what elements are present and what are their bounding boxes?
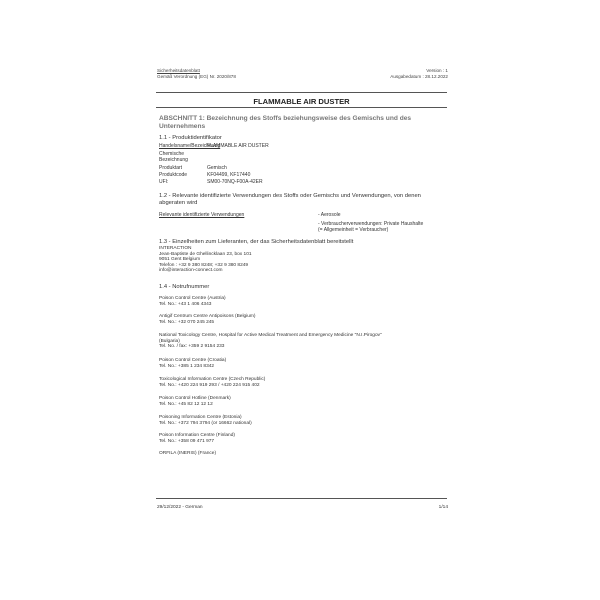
header-version: Version : 1 [426, 68, 448, 73]
divider-title [156, 107, 447, 108]
centre-phone: Tel. No.: +358 09 471 977 [159, 438, 215, 444]
centre-phone: Tel. No.: +43 1 406 4343 [159, 301, 212, 307]
centre-country: (Bulgaria) [159, 338, 180, 344]
header-doc-type: Sicherheitsdatenblatt [157, 68, 200, 73]
trade-name-label: Handelsname/Bezeichnung [159, 143, 221, 149]
subsection-1-1-heading: 1.1 - Produktidentifikator [159, 135, 222, 141]
emergency-centre-austria [159, 296, 226, 307]
chemical-name-label: Chemische Bezeichnung [159, 151, 188, 163]
emergency-centre-czech [159, 377, 265, 388]
header-issue-date: Ausgabedatum : 28.12.2022 [390, 73, 448, 79]
trade-name-value: FLAMMABLE AIR DUSTER [207, 143, 269, 149]
emergency-centre-bulgaria [159, 333, 382, 350]
emergency-centre-croatia [159, 358, 226, 369]
supplier-name: INTERACTION [159, 246, 192, 251]
emergency-centre-belgium [159, 314, 256, 325]
product-code-value: KF04499, KF17440 [207, 172, 251, 178]
centre-name: National Toxicology Centre, Hospital for Active Medical Treatment and Emergency Medicine "N.I.Pirogov" [159, 333, 382, 338]
emergency-centre-finland [159, 433, 235, 444]
centre-phone: Tel. No.: +420 224 919 293 / +420 224 915 402 [159, 382, 260, 388]
footer-date-language: 29/12/2022 - German [157, 505, 203, 510]
emergency-centre-denmark [159, 396, 231, 407]
emergency-centre-france [159, 451, 216, 457]
centre-phone: Tel. No.: +32 070 245 245 [159, 319, 215, 325]
document-title: FLAMMABLE AIR DUSTER [253, 97, 350, 106]
supplier-phone: Telefon : +32 9 380 8248; +32 9 380 8249 [159, 262, 249, 268]
ufi-value: SM00-70NQ-F00A-42ER [207, 179, 263, 185]
centre-phone: Tel. No.: +385 1 234 8342 [159, 363, 215, 369]
subsection-1-2-heading: 1.2 - Relevante identifizierte Verwendungen des Stoffs oder Gemischs und Verwendungen, von denen abgeraten wird [159, 193, 421, 206]
centre-name: Poison Information Centre (Finland) [159, 433, 235, 438]
centre-phone: Tel. No.: +372 794 3794 (or 16662 national) [159, 420, 252, 426]
product-type-label: Produktart [159, 165, 183, 171]
supplier-email: info@interaction-connect.com [159, 268, 223, 274]
supplier-city: 9051 Gent Belgium [159, 257, 201, 263]
product-code-label: Produktcode [159, 172, 188, 178]
centre-name: Poison Control Hotline (Denmark) [159, 396, 231, 401]
centre-phone: Tel. No. / fax: +359 2 9154 233 [159, 344, 225, 350]
supplier-street: Jean-Baptiste de Ghellincklaan 23, box 101 [159, 251, 252, 257]
header-left [157, 68, 236, 79]
divider-top [156, 92, 447, 93]
emergency-centre-estonia [159, 415, 252, 426]
section-1-title: ABSCHNITT 1: Bezeichnung des Stoffs beziehungsweise des Gemischs und des Unternehmens [159, 115, 412, 130]
centre-phone: Tel. No.: +45 82 12 12 12 [159, 401, 213, 407]
use-consumer: - Verbraucherverwendungen: Private Haushalte [318, 221, 424, 227]
supplier-block [159, 246, 252, 274]
use-aerosols: - Aerosole [318, 212, 341, 218]
header-regulation: Gemäß Verordnung (EG) Nr. 2020/878 [157, 73, 236, 79]
subsection-1-3-heading: 1.3 - Einzelheiten zum Lieferanten, der das Sicherheitsdatenblatt bereitstellt [159, 239, 354, 245]
identified-uses-label: Relevante identifizierte Verwendungen [159, 212, 245, 218]
ufi-label: UFI: [159, 179, 169, 185]
footer-page-number: 1/14 [438, 505, 448, 510]
subsection-1-4-heading: 1.4 - Notrufnummer [159, 284, 210, 290]
divider-footer [156, 498, 447, 499]
centre-name: ORFILA (INERIS) (France) [159, 451, 217, 456]
centre-name: Poisoning Information Centre (Estonia) [159, 415, 242, 420]
use-consumer-note: (= Allgemeinheit = Verbraucher) [318, 227, 389, 233]
header-right [390, 68, 448, 79]
centre-name: Poison Control Centre (Croatia) [159, 358, 227, 363]
centre-name: Toxicological Information Centre (Czech Republic) [159, 377, 266, 382]
centre-name: Antigif Centrum Centre Antipoisons (Belgium) [159, 314, 256, 319]
product-type-value: Gemisch [207, 165, 227, 171]
centre-name: Poison Control Centre (Austria) [159, 296, 226, 301]
